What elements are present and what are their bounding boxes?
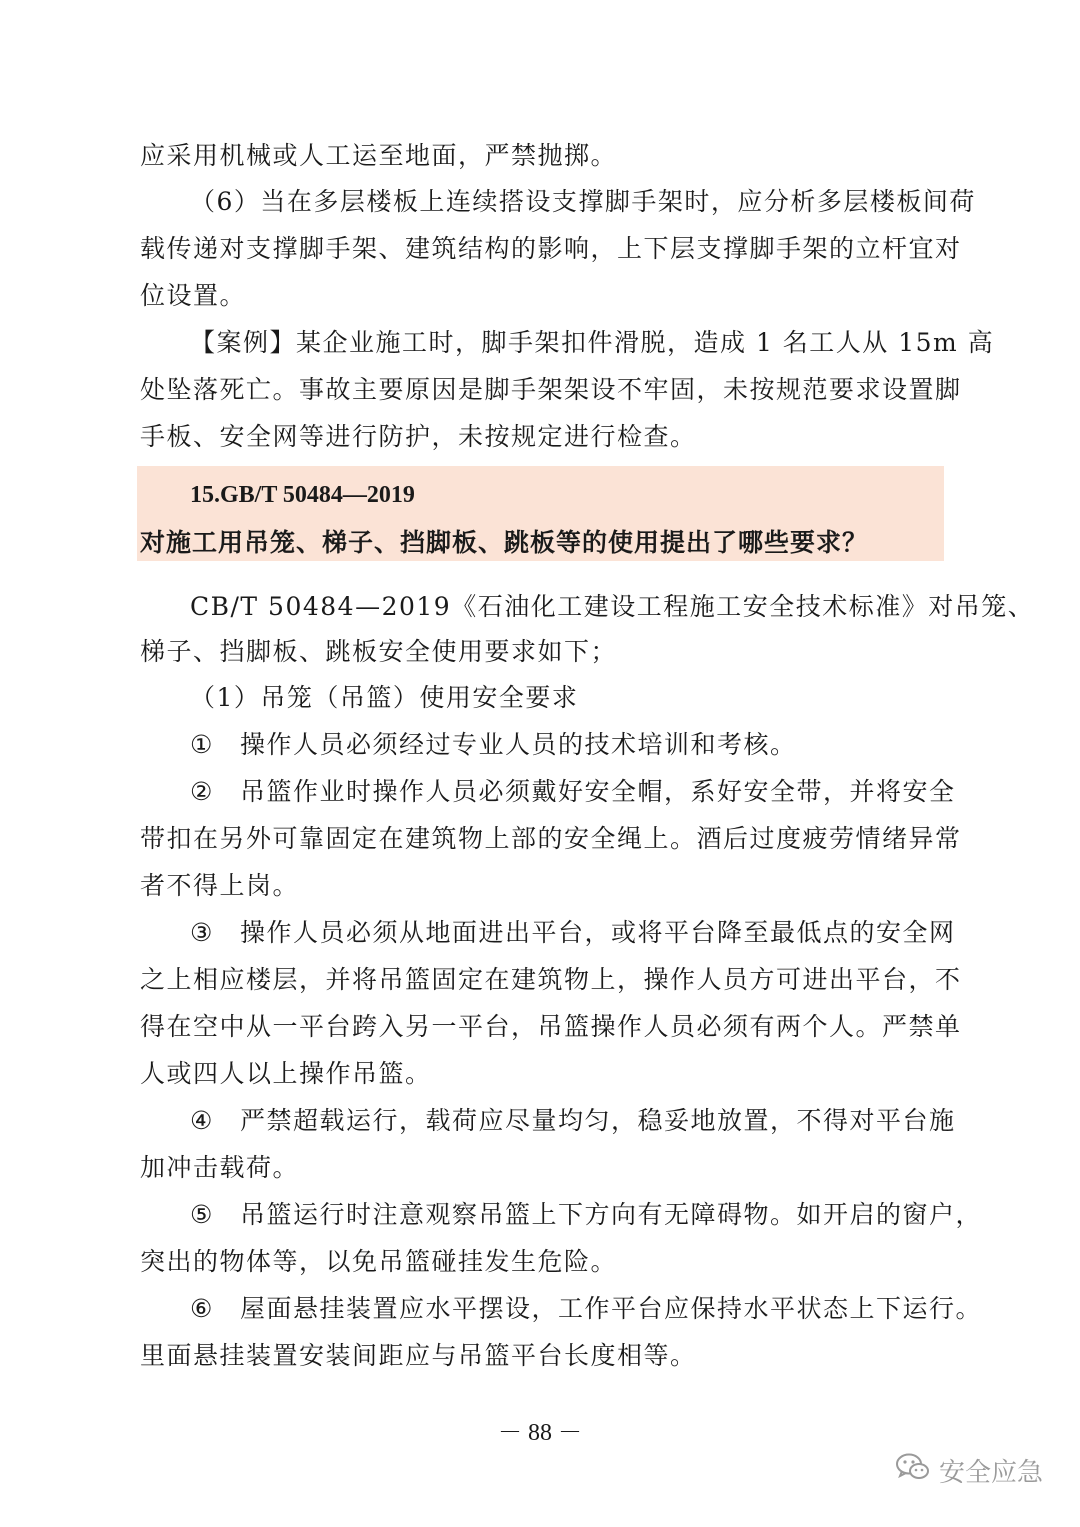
case-paragraph-line: 处坠落死亡。事故主要原因是脚手架架设不牢固，未按规范要求设置脚 (140, 375, 962, 404)
case-paragraph-line: 【案例】某企业施工时，脚手架扣件滑脱，造成 1 名工人从 15m 高 (190, 328, 995, 357)
list-item-1 (190, 728, 797, 762)
item-number: ③ (190, 918, 214, 947)
item-text: 严禁超载运行，载荷应尽量均匀，稳妥地放置，不得对平台施 (240, 1106, 956, 1135)
item-number: ⑥ (190, 1294, 214, 1323)
item-continuation-line: 之上相应楼层，并将吊篮固定在建筑物上，操作人员方可进出平台，不 (140, 965, 962, 994)
item-continuation-line: 加冲击载荷。 (140, 1153, 300, 1182)
list-item-6 (190, 1292, 982, 1326)
item-continuation-line: 者不得上岗。 (140, 871, 300, 900)
item-number: ④ (190, 1106, 214, 1135)
section-heading-question: 对施工用吊笼、梯子、挡脚板、跳板等的使用提出了哪些要求？ (140, 528, 869, 557)
watermark (895, 1450, 1043, 1490)
item-text: 操作人员必须从地面进出平台，或将平台降至最低点的安全网 (240, 918, 956, 947)
intro-line: CB/T 50484—2019《石油化工建设工程施工安全技术标准》对吊笼、 (190, 592, 1035, 621)
item-continuation-line: 突出的物体等，以免吊篮碰挂发生危险。 (140, 1247, 618, 1276)
item-continuation-line: 得在空中从一平台跨入另一平台，吊篮操作人员必须有两个人。严禁单 (140, 1012, 962, 1041)
item-continuation-line: 里面悬挂装置安装间距应与吊篮平台长度相等。 (140, 1341, 697, 1370)
item-number: ⑤ (190, 1200, 214, 1229)
list-item-2 (190, 775, 956, 809)
paragraph-line: 位设置。 (140, 281, 247, 310)
page-number: － 88 － (498, 1420, 582, 1446)
item-text: 操作人员必须经过专业人员的技术培训和考核。 (240, 730, 797, 759)
list-item-3 (190, 916, 956, 950)
item-continuation-line: 带扣在另外可靠固定在建筑物上部的安全绳上。酒后过度疲劳情绪异常 (140, 824, 962, 853)
intro-line: 梯子、挡脚板、跳板安全使用要求如下； (140, 637, 618, 666)
item-continuation-line: 人或四人以上操作吊篮。 (140, 1059, 432, 1088)
item-text: 吊篮作业时操作人员必须戴好安全帽，系好安全带，并将安全 (240, 777, 956, 806)
section-heading-title: 15.GB/T 50484—2019 (190, 482, 415, 508)
item-text: 屋面悬挂装置应水平摆设，工作平台应保持水平状态上下运行。 (240, 1294, 983, 1323)
paragraph-line: （6）当在多层楼板上连续搭设支撑脚手架时，应分析多层楼板间荷 (190, 187, 976, 216)
paragraph-line: 载传递对支撑脚手架、建筑结构的影响，上下层支撑脚手架的立杆宜对 (140, 234, 962, 263)
paragraph-line: 应采用机械或人工运至地面，严禁抛掷。 (140, 141, 618, 170)
list-item-5 (190, 1198, 982, 1232)
item-number: ① (190, 730, 214, 759)
case-paragraph-line: 手板、安全网等进行防护，未按规定进行检查。 (140, 422, 697, 451)
item-text: 吊篮运行时注意观察吊篮上下方向有无障碍物。如开启的窗户， (240, 1200, 983, 1229)
subheading: （1）吊笼（吊篮）使用安全要求 (190, 683, 579, 712)
item-number: ② (190, 777, 214, 806)
wechat-icon (895, 1452, 939, 1489)
watermark-text: 安全应急 (939, 1457, 1044, 1488)
list-item-4 (190, 1104, 956, 1138)
